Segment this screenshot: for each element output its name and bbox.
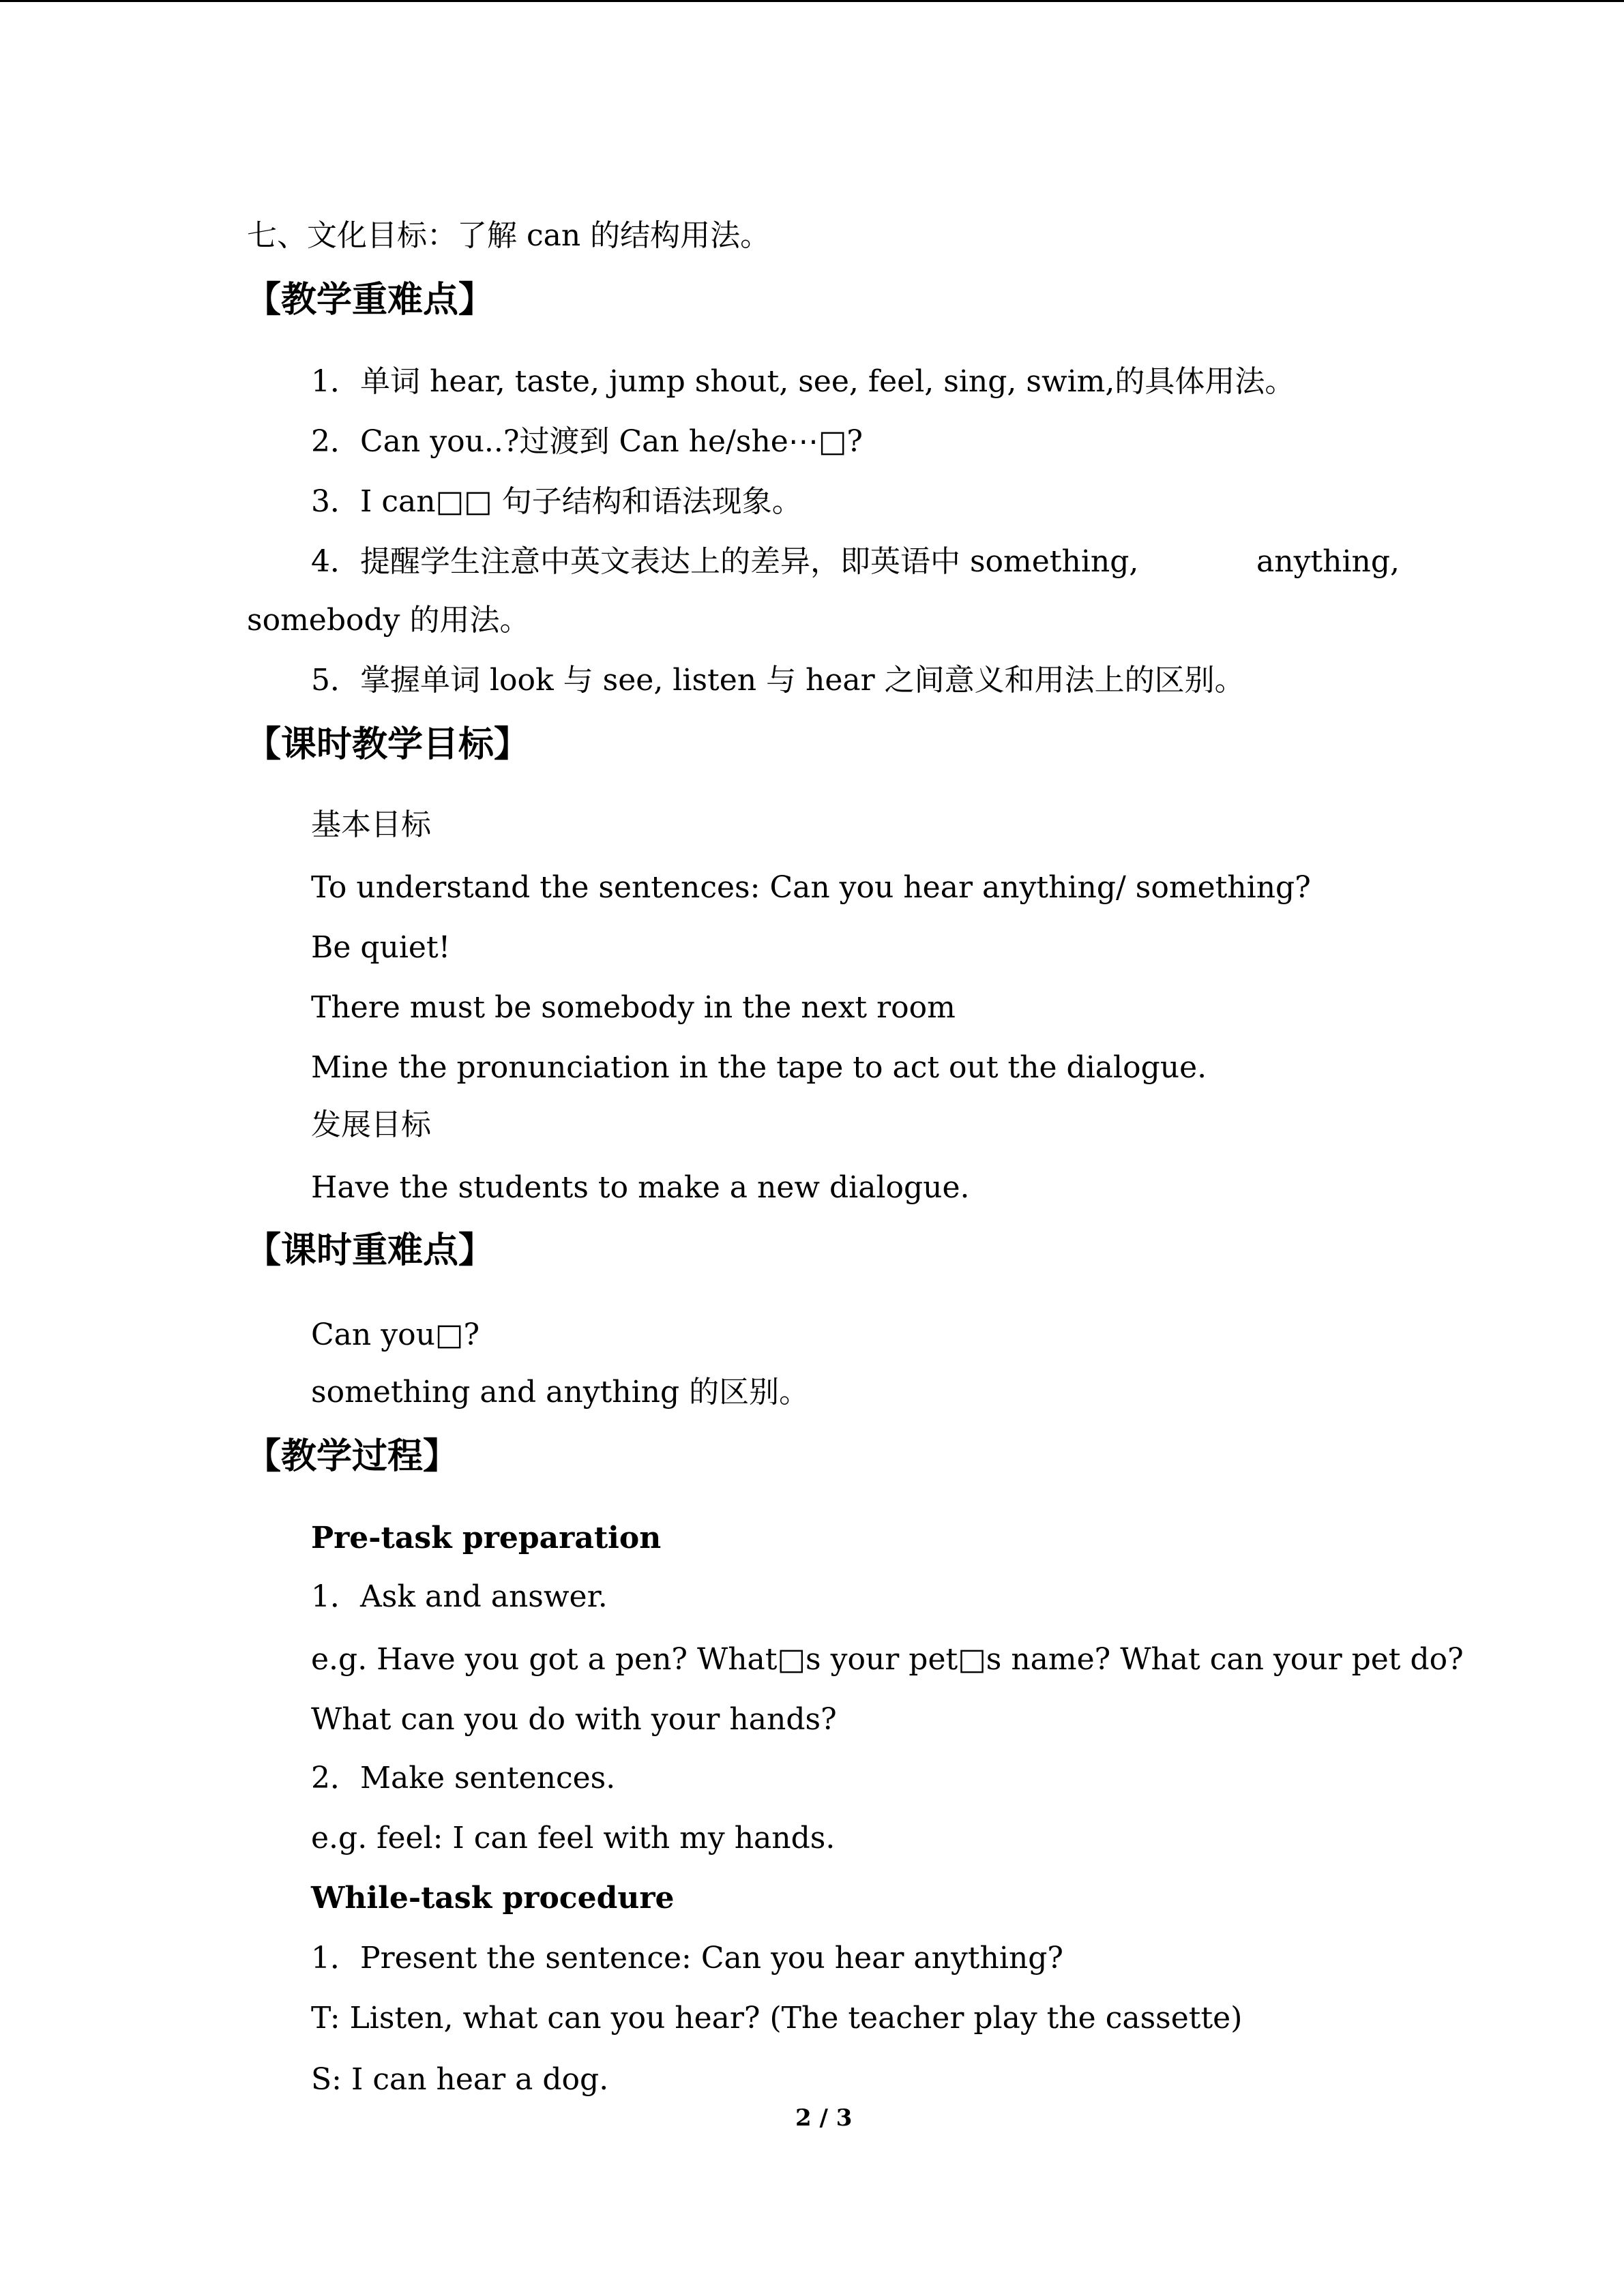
key-point-4: 4．提醒学生注意中英文表达上的差异，即英语中 something, xyxy=(311,544,1139,579)
pre-task-line-1: 1．Ask and answer. xyxy=(311,1579,608,1614)
lesson-key-point-1: Can you□? xyxy=(311,1317,480,1352)
lesson-goals-heading: 【课时教学目标】 xyxy=(246,724,530,765)
pre-task-line-5: e.g. feel: I can feel with my hands. xyxy=(311,1821,836,1855)
goal-line-2: Be quiet! xyxy=(311,930,451,965)
key-point-4-wrap: somebody 的用法。 xyxy=(247,603,530,638)
lesson-key-point-2: something and anything 的区别。 xyxy=(311,1375,810,1410)
pre-task-line-3: What can you do with your hands? xyxy=(311,1702,837,1737)
goal-line-3: There must be somebody in the next room xyxy=(311,990,956,1025)
pre-task-heading: Pre-task preparation xyxy=(311,1521,662,1555)
development-goal-label: 发展目标 xyxy=(311,1107,431,1142)
key-point-5: 5．掌握单词 look 与 see, listen 与 hear 之间意义和用法上的区别。 xyxy=(311,663,1245,698)
pre-task-line-4: 2．Make sentences. xyxy=(311,1761,616,1795)
culture-goal-line: 七、文化目标：了解 can 的结构用法。 xyxy=(247,218,771,253)
key-points-heading: 【教学重难点】 xyxy=(246,280,494,320)
goal-line-5: Have the students to make a new dialogue. xyxy=(311,1170,970,1205)
goal-line-4: Mine the pronunciation in the tape to act out the dialogue. xyxy=(311,1050,1207,1085)
top-border-line xyxy=(0,0,1624,2)
lesson-key-points-heading: 【课时重难点】 xyxy=(246,1230,494,1271)
while-task-line-2: T: Listen, what can you hear? (The teacher play the cassette) xyxy=(311,2001,1243,2036)
key-point-3: 3．I can□□ 句子结构和语法现象。 xyxy=(311,484,802,519)
key-point-4-continued: anything, xyxy=(1256,544,1400,579)
key-point-2: 2．Can you..?过渡到 Can he/she⋯□? xyxy=(311,424,863,459)
page-number: 2 / 3 xyxy=(795,2104,853,2132)
key-point-1: 1．单词 hear, taste, jump shout, see, feel, sing, swim,的具体用法。 xyxy=(311,364,1295,399)
while-task-heading: While-task procedure xyxy=(311,1881,675,1915)
while-task-line-3: S: I can hear a dog. xyxy=(311,2062,609,2097)
pre-task-line-2: e.g. Have you got a pen? What□s your pet□s name? What can your pet do? xyxy=(311,1642,1464,1677)
teaching-process-heading: 【教学过程】 xyxy=(246,1436,459,1477)
while-task-line-1: 1．Present the sentence: Can you hear anything? xyxy=(311,1941,1063,1976)
goal-line-1: To understand the sentences: Can you hear anything/ something? xyxy=(311,870,1311,905)
basic-goal-label: 基本目标 xyxy=(311,807,431,842)
